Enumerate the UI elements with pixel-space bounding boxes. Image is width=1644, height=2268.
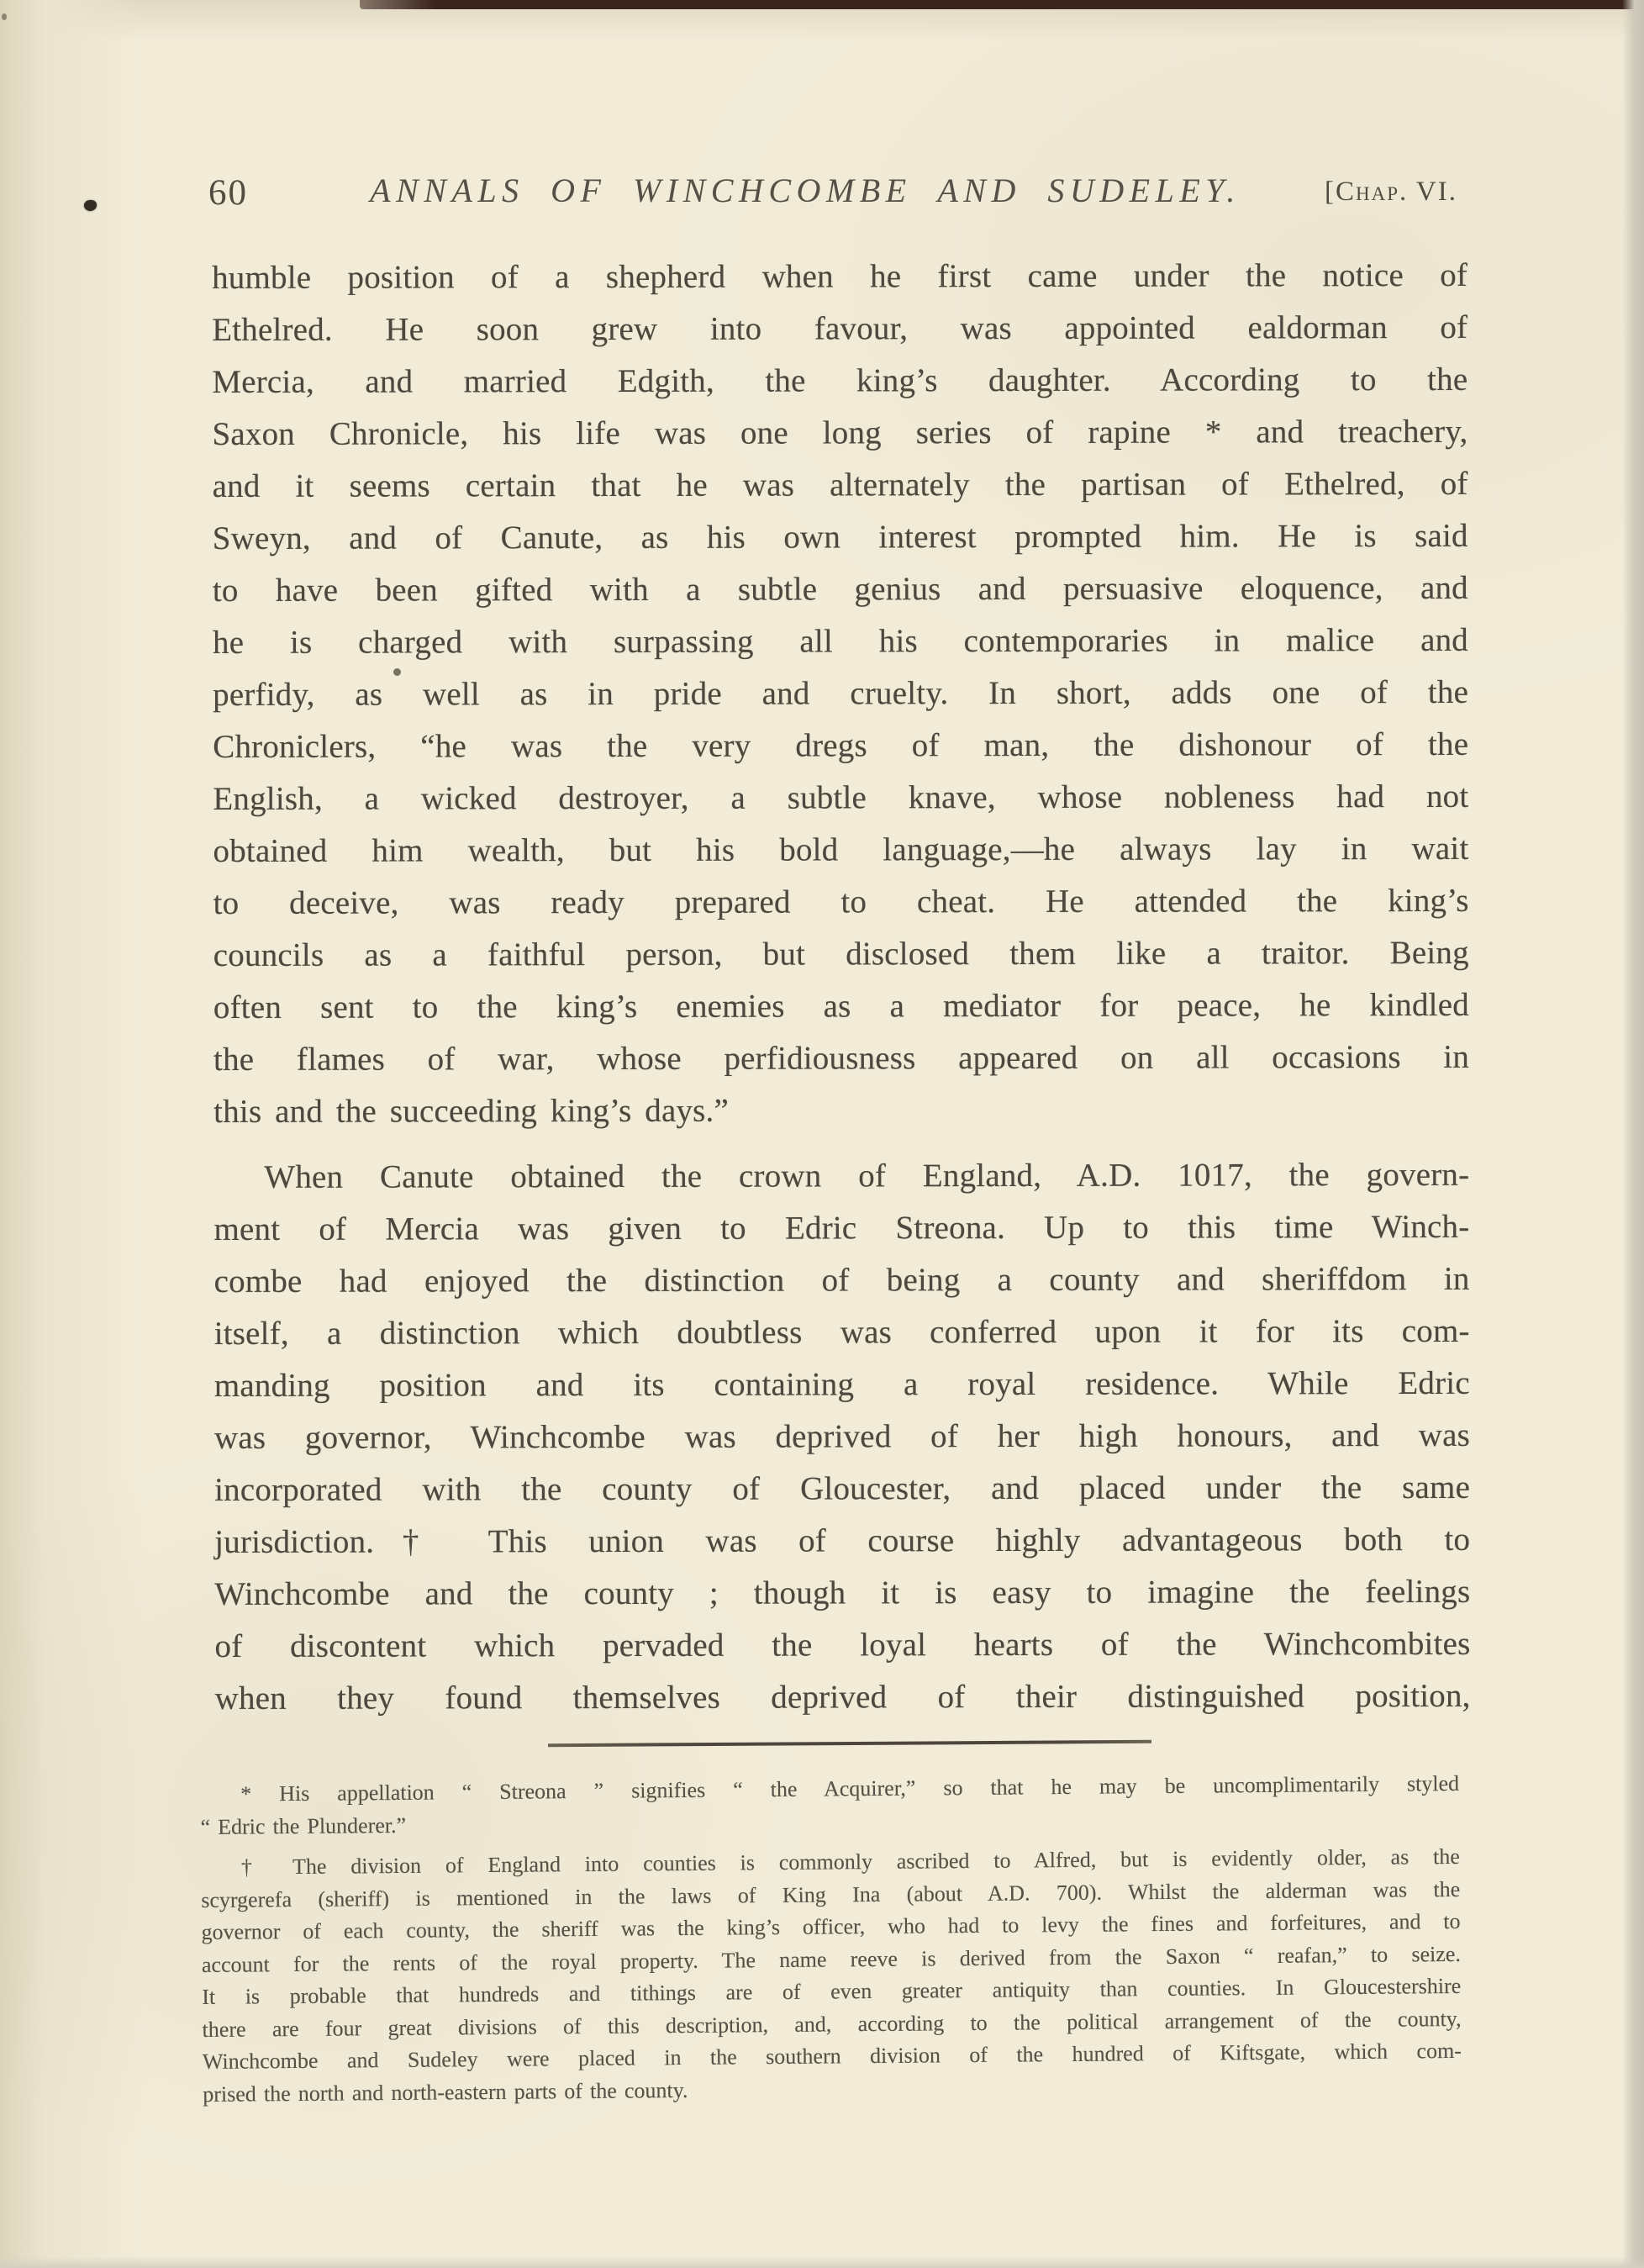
chapter-label: [Chap. VI.: [1325, 177, 1457, 207]
body-line: jurisdiction.† This union was of course highly advantageous both to: [214, 1521, 1471, 1560]
footnote-line: there are four great divisions of this description, and, according to the political arrangement of the county,: [202, 2006, 1462, 2042]
footnote-line: prised the north and north-eastern parts of the county.: [203, 2077, 688, 2107]
footnote: [201, 1841, 1462, 2111]
body-line: obtained him wealth, but his bold language,—he always lay in wait: [213, 830, 1469, 869]
body-line: ment of Mercia was given to Edric Streona. Up to this time Winch-: [213, 1208, 1470, 1247]
body-line: itself, a distinction which doubtless was conferred upon it for its com-: [213, 1312, 1470, 1352]
body-line: humble position of a shepherd when he first came under the notice of: [212, 256, 1468, 296]
body-line: manding position and its containing a royal residence. While Edric: [213, 1364, 1470, 1404]
body-line: When Canute obtained the crown of England, A.D. 1017, the govern-: [264, 1156, 1470, 1195]
body-paragraph: [212, 250, 1469, 1138]
footnote: [200, 1768, 1460, 1843]
footnote-line: governor of each county, the sheriff was the king’s officer, who had to levy the fines and forfeitures, and to: [201, 1908, 1461, 1944]
body-line: when they found themselves deprived of their distinguished position,: [214, 1677, 1471, 1717]
footnote-line: Winchcombe and Sudeley were placed in the southern division of the hundred of Kiftsgate, which com-: [202, 2038, 1462, 2074]
page-edge-shadow: [1622, 0, 1644, 2268]
body-line: to deceive, was ready prepared to cheat. He attended the king’s: [213, 882, 1469, 921]
page-number: 60: [208, 173, 248, 213]
footnote-line: scyrgerefa (sheriff) is mentioned in the laws of King Ina (about A.D. 700). Whilst the alderman was the: [201, 1876, 1461, 1912]
body-line: this and the succeeding king’s days.”: [213, 1092, 730, 1130]
page-header: [0, 171, 1644, 218]
body-line: to have been gifted with a subtle genius and persuasive eloquence, and: [212, 569, 1468, 609]
running-title: ANNALS OF WINCHCOMBE AND SUDELEY.: [370, 171, 1241, 209]
body-line: English, a wicked destroyer, a subtle knave, whose nobleness had not: [213, 778, 1469, 817]
body-line: Winchcombe and the county ; though it is easy to imagine the feelings: [214, 1573, 1471, 1612]
footnote-line: “ Edric the Plunderer.”: [200, 1812, 407, 1839]
ink-speck: [2, 13, 7, 20]
body-line: Sweyn, and of Canute, as his own interest prompted him. He is said: [212, 517, 1468, 556]
body-line: incorporated with the county of Gloucester, and placed under the same: [214, 1469, 1471, 1508]
footnote-line: account for the rents of the royal property. The name reeve is derived from the Saxon “ reafan,” to seize.: [201, 1941, 1461, 1977]
body-line: combe had enjoyed the distinction of being a county and sheriffdom in: [213, 1260, 1470, 1300]
body-line: Chroniclers, “he was the very dregs of man, the dishonour of the: [213, 725, 1469, 765]
body-line: Saxon Chronicle, his life was one long series of rapine * and treachery,: [212, 413, 1468, 452]
body-line: Ethelred. He soon grew into favour, was appointed ealdorman of: [212, 309, 1468, 348]
body-line: of discontent which pervaded the loyal hearts of the Winchcombites: [214, 1625, 1471, 1664]
body-line: councils as a faithful person, but disclosed them like a traitor. Being: [213, 934, 1469, 973]
footnote-separator: [548, 1740, 1151, 1747]
body-line: often sent to the king’s enemies as a mediator for peace, he kindled: [213, 986, 1469, 1026]
footnote-line: It is probable that hundreds and tithings are of even greater antiquity than counties. In Gloucestershire: [202, 1973, 1462, 2009]
footnotes: [200, 1768, 1462, 2111]
body-line: he is charged with surpassing all his contemporaries in malice and: [212, 621, 1469, 661]
body-line: Mercia, and married Edgith, the king’s daughter. According to the: [212, 361, 1468, 400]
footnote-line: * His appellation “ Streona ” signifies “ the Acquirer,” so that he may be uncomplimentarily styled: [240, 1770, 1460, 1806]
body-text: [212, 250, 1471, 1725]
scan-edge-artifact: [360, 0, 1644, 9]
page-bottom-shadow: [0, 2256, 1644, 2268]
body-line: perfidy, as well as in pride and cruelty. In short, adds one of the: [213, 673, 1469, 713]
body-line: the flames of war, whose perfidiousness appeared on all occasions in: [213, 1038, 1470, 1078]
body-line: was governor, Winchcombe was deprived of her high honours, and was: [213, 1416, 1470, 1456]
body-paragraph: [213, 1149, 1470, 1725]
footnote-line: † The division of England into counties is commonly ascribed to Alfred, but is evidently older, as the: [240, 1843, 1460, 1880]
body-line: and it seems certain that he was alternately the partisan of Ethelred, of: [212, 465, 1468, 504]
